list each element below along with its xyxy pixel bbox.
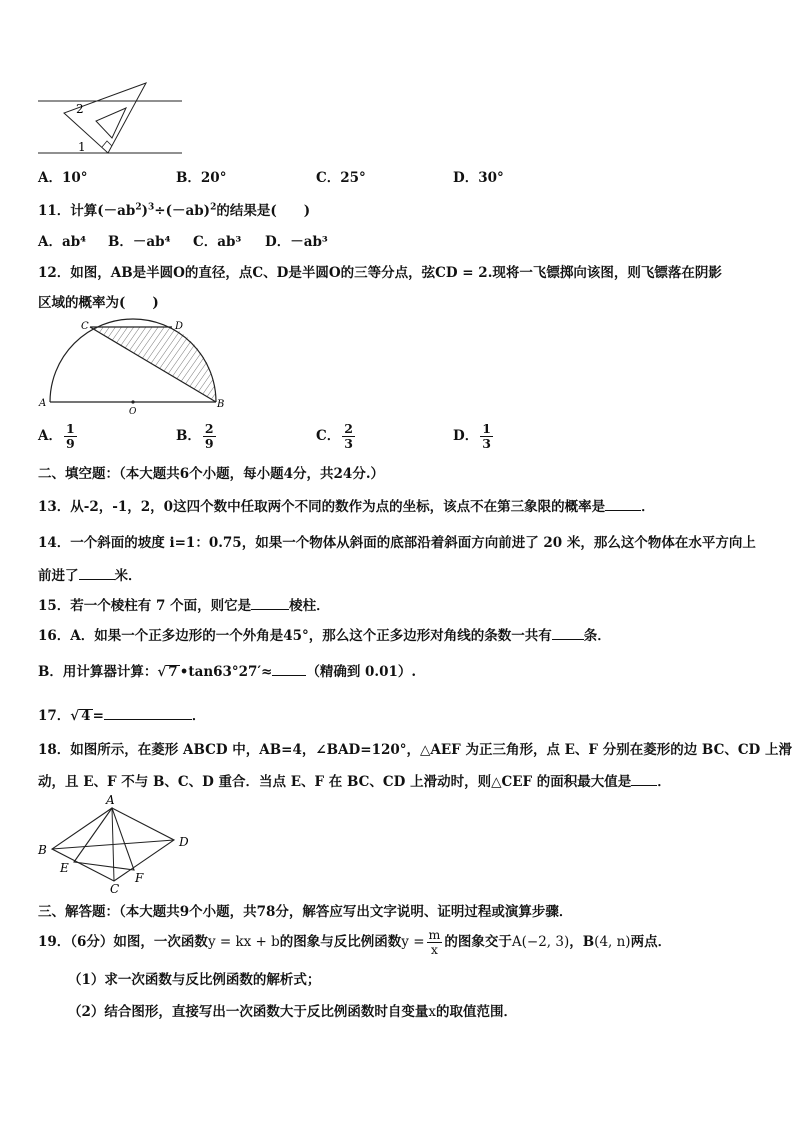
label-c: C <box>110 882 120 896</box>
label-a: A <box>39 398 47 409</box>
triangle-ruler-inner <box>96 108 126 138</box>
q11-option-c: C．ab³ <box>193 234 242 250</box>
q18-question-line2: 动，且 E、F 不与 B、C、D 重合．当点 E、F 在 BC、CD 上滑动时，则△CEF 的面积最大值是 ． <box>38 774 671 790</box>
sqrt-symbol: √ <box>70 708 80 724</box>
label-b: B <box>217 399 225 410</box>
q11-option-b: B．－ab⁴ <box>108 234 171 250</box>
q12-question-line1: 12．如图，AB是半圆O的直径，点C、D是半圆O的三等分点，弦CD = 2.现将一飞镖掷向该图，则飞镖落在阴影 <box>38 265 722 281</box>
q16b-question: B．用计算器计算：√ 7 •tan63°27′≈ （精确到 0.01）. <box>38 664 417 680</box>
triangle-ruler-outer <box>64 83 146 153</box>
q11-option-d: D．－ab³ <box>265 234 328 250</box>
center-point-o <box>131 400 134 403</box>
q12-option-a: A． $\frac{1}{9}$ <box>38 421 75 451</box>
q13-answer-blank[interactable] <box>605 498 641 511</box>
q15-question: 15．若一个棱柱有 7 个面，则它是 棱柱． <box>38 598 330 614</box>
q18-figure <box>36 794 200 896</box>
label-e: E <box>60 861 69 875</box>
triangle-aef <box>74 808 134 870</box>
q13-question: 13．从-2，-1，2，0这四个数中任取两个不同的数作为点的坐标，该点不在第三象限的概率是 ． <box>38 499 655 515</box>
q19-subquestion-1: （1）求一次函数与反比例函数的解析式； <box>68 972 321 988</box>
q12-option-c: C． $\frac{2}{3}$ <box>316 421 353 451</box>
q16b-answer-blank[interactable] <box>272 663 306 676</box>
sqrt-symbol: √ <box>157 664 167 680</box>
angle-label-1: 1 <box>78 140 86 154</box>
q10-figure <box>36 80 186 160</box>
q18-question-line1: 18．如图所示，在菱形 ABCD 中，AB=4，∠BAD=120°，△AEF 为正三角形，点 E、F 分别在菱形的边 BC、CD 上滑 <box>38 742 792 758</box>
q16a-answer-blank[interactable] <box>552 627 584 640</box>
q18-answer-blank[interactable] <box>631 773 657 786</box>
q16a-question: 16．A．如果一个正多边形的一个外角是45°，那么这个正多边形对角线的条数一共有 条． <box>38 628 611 644</box>
label-c: C <box>81 321 89 332</box>
label-f: F <box>135 871 144 885</box>
label-d: D <box>179 835 189 849</box>
section3-heading: 三、解答题：（本大题共9个小题，共78分，解答应写出文字说明、证明过程或演算步骤． <box>38 904 573 920</box>
q12-option-d: D． $\frac{1}{3}$ <box>453 421 491 451</box>
q15-answer-blank[interactable] <box>251 597 289 610</box>
q12-option-b: B． $\frac{2}{9}$ <box>176 421 214 451</box>
q10-option-a: A．10° <box>38 170 88 186</box>
q19-question: 19．（6分）如图，一次函数y = kx + b的图象与反比例函数y = $\frac{m}{x}$ 的图象交于A(−2, 3)，B(4, n)两点． <box>38 927 672 957</box>
q10-option-d: D．30° <box>453 170 504 186</box>
label-b: B <box>38 843 47 857</box>
right-angle-mark <box>102 141 112 147</box>
q14-question-line2: 前进了 米． <box>38 568 142 584</box>
label-o: O <box>129 407 137 416</box>
q11-option-a: A．ab⁴ <box>38 234 87 250</box>
q12-figure <box>36 318 232 416</box>
q17-question: 17．√ 4 = ． <box>38 708 206 724</box>
angle-label-2: 2 <box>76 102 84 116</box>
q17-answer-blank[interactable] <box>104 707 192 720</box>
q19-subquestion-2: （2）结合图形，直接写出一次函数大于反比例函数时自变量x的取值范围． <box>68 1004 518 1020</box>
q10-option-b: B．20° <box>176 170 227 186</box>
q12-question-line2: 区域的概率为( ) <box>38 295 159 311</box>
q14-question-line1: 14．一个斜面的坡度 i=1：0.75，如果一个物体从斜面的底部沿着斜面方向前进了 20 米，那么这个物体在水平方向上 <box>38 535 756 551</box>
section2-heading: 二、填空题：（本大题共6个小题，每小题4分，共24分.） <box>38 466 385 482</box>
q11-question: 11．计算$(-ab^2)^3\div(-ab)^2$的结果是( ) <box>38 202 311 219</box>
label-d: D <box>175 321 184 332</box>
q14-answer-blank[interactable] <box>79 567 115 580</box>
label-a: A <box>106 794 115 807</box>
q10-option-c: C．25° <box>316 170 366 186</box>
